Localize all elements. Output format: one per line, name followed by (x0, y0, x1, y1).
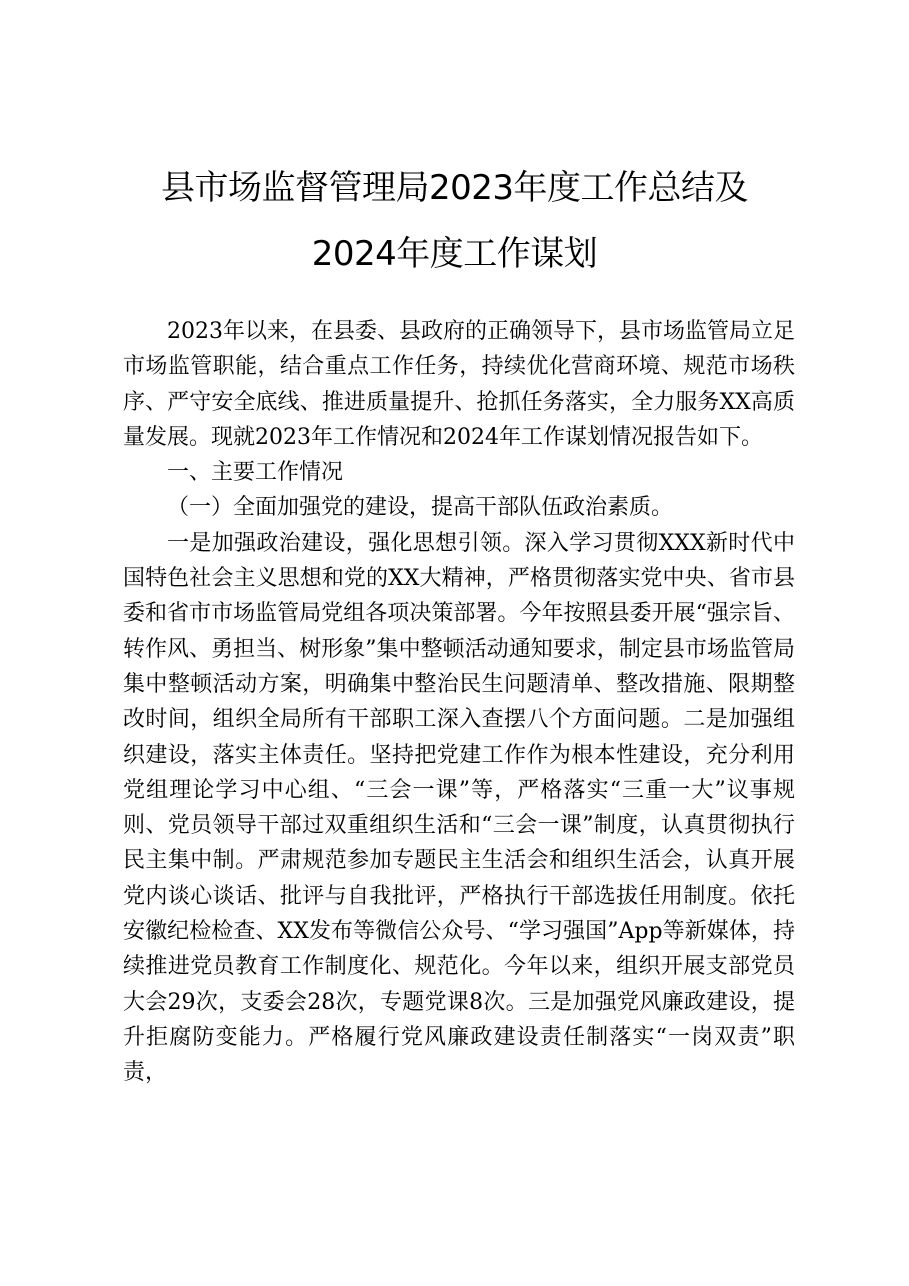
subsection-body-paragraph: 一是加强政治建设，强化思想引领。深入学习贯彻XXX新时代中国特色社会主义思想和党的XX大精神，严格贯彻落实党中央、省市县委和省市市场监管局党组各项决策部署。今年按照县委开展“强宗旨、转作风、勇担当、树形象”集中整顿活动通知要求，制定县市场监管局集中整顿活动方案，明确集中整治民生问题清单、整改措施、限期整改时间，组织全局所有干部职工深入查摆八个方面问题。二是加强组织建设，落实主体责任。坚持把党建工作作为根本性建设，充分利用党组理论学习中心组、“三会一课”等，严格落实“三重一大”议事规则、党员领导干部过双重组织生活和“三会一课”制度，认真贯彻执行民主集中制。严肃规范参加专题民主生活会和组织生活会，认真开展党内谈心谈话、批评与自我批评，严格执行干部选拔任用制度。依托安徽纪检检查、XX发布等微信公众号、“学习强国”App等新媒体，持续推进党员教育工作制度化、规范化。今年以来，组织开展支部党员大会29次，支委会28次，专题党课8次。三是加强党风廉政建设，提升拒腐防变能力。严格履行党风廉政建设责任制落实“一岗双责”职责， (123, 530, 795, 1086)
document-body (123, 314, 795, 1091)
document-title-line-1: 县市场监督管理局2023年度工作总结及 (160, 168, 749, 208)
intro-paragraph: 2023年以来，在县委、县政府的正确领导下，县市场监管局立足市场监管职能，结合重点工作任务，持续优化营商环境、规范市场秩序、严守安全底线、推进质量提升、抢抓任务落实，全力服务XX高质量发展。现就2023年工作情况和2024年工作谋划情况报告如下。 (123, 319, 795, 450)
section-heading: 一、主要工作情况 (167, 460, 344, 486)
subsection-heading: （一）全面加强党的建设，提高干部队伍政治素质。 (167, 495, 674, 521)
document-title-line-2: 2024年度工作谋划 (311, 234, 598, 274)
